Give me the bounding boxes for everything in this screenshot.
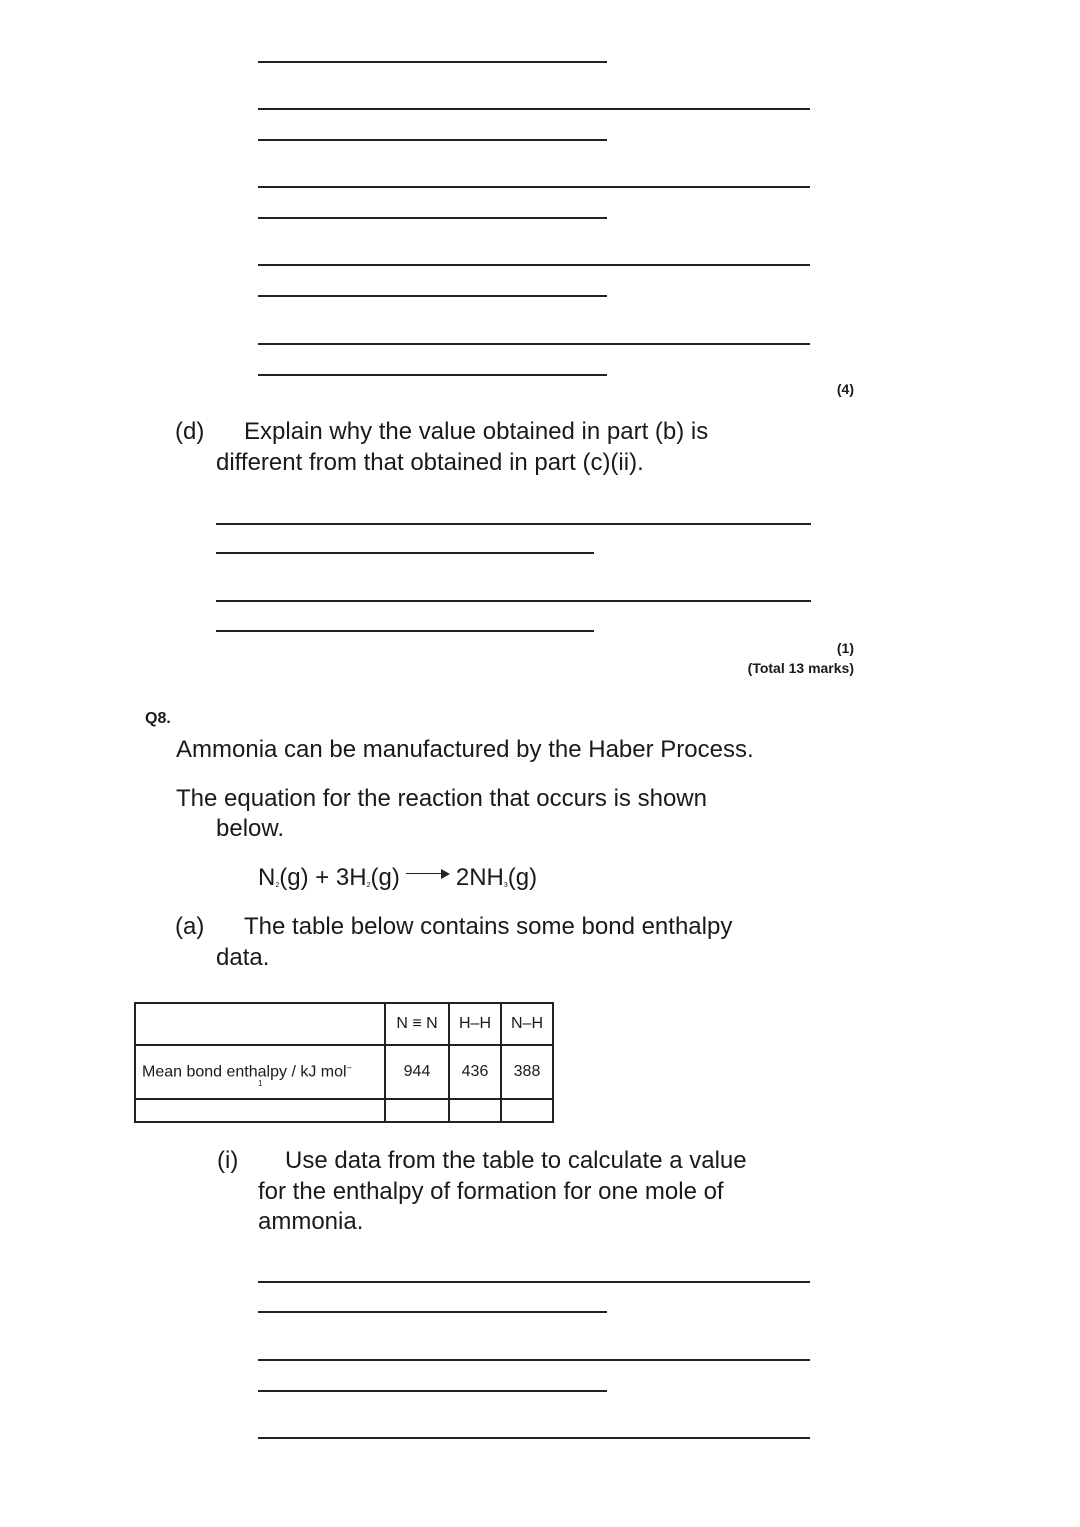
part-d-label: (d)	[175, 418, 205, 445]
total-marks: (Total 13 marks)	[747, 660, 854, 676]
table-cell	[501, 1099, 553, 1122]
answer-line[interactable]	[258, 1359, 810, 1361]
eq-n: N	[258, 864, 276, 891]
eq-product-state: (g)	[507, 864, 538, 891]
table-row	[135, 1099, 553, 1122]
answer-line[interactable]	[216, 523, 811, 525]
reaction-arrow-icon	[406, 869, 450, 879]
table-row-label	[135, 1045, 385, 1099]
table-row	[135, 1045, 553, 1099]
row-label-sup: –	[346, 1062, 352, 1073]
part-ai-label: (i)	[217, 1147, 239, 1174]
answer-line[interactable]	[258, 295, 607, 297]
part-a-text-line2: data.	[216, 944, 270, 971]
answer-line[interactable]	[258, 108, 810, 110]
eq-product: 2NH	[455, 864, 504, 891]
table-header-nn: N ≡ N	[385, 1003, 449, 1045]
part-ai-text-line1: Use data from the table to calculate a value	[285, 1147, 747, 1174]
part-a-label: (a)	[175, 913, 205, 940]
question-number: Q8.	[145, 710, 171, 727]
eq-product-sub: 3	[503, 882, 508, 889]
table-cell	[449, 1099, 501, 1122]
answer-line[interactable]	[258, 1390, 607, 1392]
q8-equation-intro-line2: below.	[216, 815, 285, 842]
row-label-text: Mean bond enthalpy / kJ mol	[142, 1063, 347, 1081]
table-header-row	[135, 1003, 553, 1045]
table-header-nh: N–H	[501, 1003, 553, 1045]
q8-equation-intro-line1: The equation for the reaction that occurs is shown	[176, 785, 707, 812]
answer-line[interactable]	[216, 630, 594, 632]
eq-n-sub: 2	[275, 882, 280, 889]
answer-line[interactable]	[258, 343, 810, 345]
table-header-hh: H–H	[449, 1003, 501, 1045]
eq-h-sub: 2	[366, 882, 371, 889]
part-a-text-line1: The table below contains some bond enthalpy	[244, 913, 733, 940]
answer-line[interactable]	[258, 1281, 810, 1283]
part-d-marks: (1)	[836, 640, 854, 656]
chemical-equation	[258, 863, 537, 901]
table-value-nh: 388	[501, 1045, 553, 1099]
part-ai-text-line3: ammonia.	[258, 1208, 364, 1235]
answer-line[interactable]	[258, 139, 607, 141]
answer-line[interactable]	[258, 61, 607, 63]
row-label-exponent: 1	[258, 1079, 263, 1088]
answer-line[interactable]	[216, 552, 594, 554]
q8-intro: Ammonia can be manufactured by the Haber Process.	[176, 736, 754, 763]
answer-line[interactable]	[258, 1437, 810, 1439]
answer-line[interactable]	[216, 600, 811, 602]
part-d-question-line2: different from that obtained in part (c)(ii).	[216, 449, 644, 476]
answer-line[interactable]	[258, 264, 810, 266]
table-cell	[385, 1099, 449, 1122]
answer-line[interactable]	[258, 1311, 607, 1313]
table-cell	[135, 1099, 385, 1122]
bond-enthalpy-table	[134, 1002, 554, 1123]
part-c-marks: (4)	[836, 381, 854, 397]
answer-line[interactable]	[258, 374, 607, 376]
eq-h2: (g) + 3H	[279, 864, 367, 891]
answer-line[interactable]	[258, 186, 810, 188]
table-cell	[135, 1003, 385, 1045]
table-value-hh: 436	[449, 1045, 501, 1099]
part-ai-text-line2: for the enthalpy of formation for one mole of	[258, 1178, 724, 1205]
part-d-question-line1: Explain why the value obtained in part (b) is	[244, 418, 709, 445]
answer-line[interactable]	[258, 217, 607, 219]
eq-h2-state: (g)	[370, 864, 400, 891]
table-value-nn: 944	[385, 1045, 449, 1099]
